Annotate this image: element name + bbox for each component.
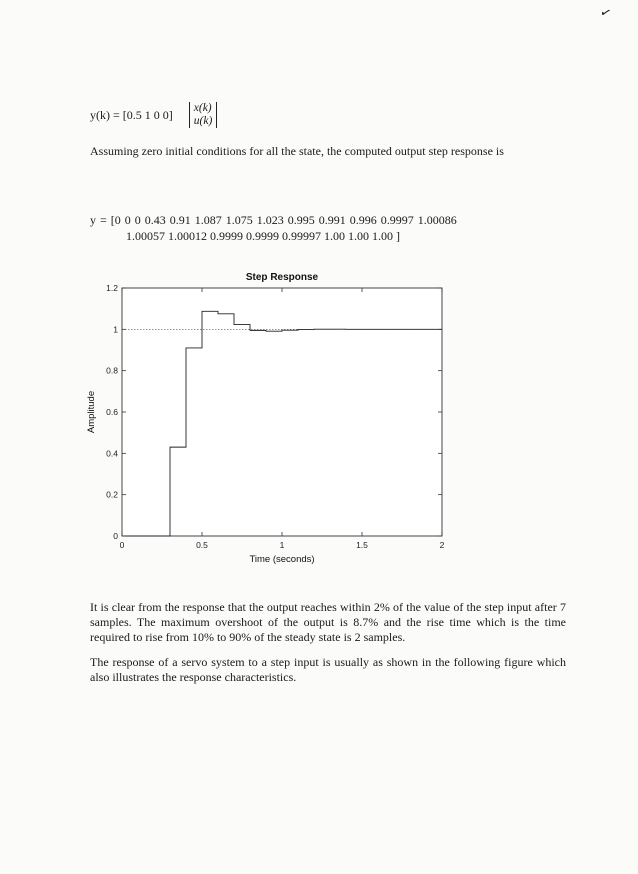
x-tick-label: 0 <box>119 540 125 550</box>
y-tick-label: 1 <box>113 324 118 335</box>
paragraph-1: It is clear from the response that the output reaches within 2% of the value of the step input after 7 samples. The maximum overshoot of the output is 8.7% and the rise time which is the time required to rise from 10% to 90% of the steady state is 2 samples. <box>90 600 566 644</box>
chart-svg <box>80 266 460 576</box>
intro-text: Assuming zero initial conditions for all the state, the computed output step response is <box>90 144 504 158</box>
y-vector-row2: 1.00057 1.00012 0.9999 0.9999 0.99997 1.00 1.00 1.00 ] <box>126 229 400 243</box>
y-axis-label: Amplitude <box>86 390 97 434</box>
x-tick-label: 2 <box>439 540 445 550</box>
y-vector <box>90 212 457 244</box>
step-response-chart <box>80 266 460 576</box>
x-tick-label: 1.5 <box>356 540 368 550</box>
y-tick-label: 0.2 <box>106 489 118 500</box>
check-mark: ✓ <box>597 4 614 23</box>
y-tick-label: 0.4 <box>106 448 118 459</box>
state-vector <box>189 102 218 128</box>
equation-lhs: y(k) = [0.5 1 0 0] <box>90 107 173 122</box>
y-tick-label: 0.8 <box>106 365 118 376</box>
paragraph-2: The response of a servo system to a step input is usually as shown in the following figure which also illustrates the response characteristics. <box>90 655 566 684</box>
y-vector-row1: y = [0 0 0 0.43 0.91 1.087 1.075 1.023 0.995 0.991 0.996 0.9997 1.00086 <box>90 213 457 227</box>
y-tick-label: 1.2 <box>106 283 118 293</box>
y-tick-label: 0.6 <box>106 407 118 417</box>
x-axis-label: Time (seconds) <box>249 554 315 565</box>
vector-entry-x: x(k) <box>193 102 212 114</box>
x-tick-label: 0.5 <box>196 540 208 550</box>
output-equation <box>90 102 217 128</box>
chart-title: Step Response <box>245 272 319 283</box>
vector-entry-u: u(k) <box>193 115 213 127</box>
x-tick-label: 1 <box>279 540 285 550</box>
y-tick-label: 0 <box>113 531 118 541</box>
